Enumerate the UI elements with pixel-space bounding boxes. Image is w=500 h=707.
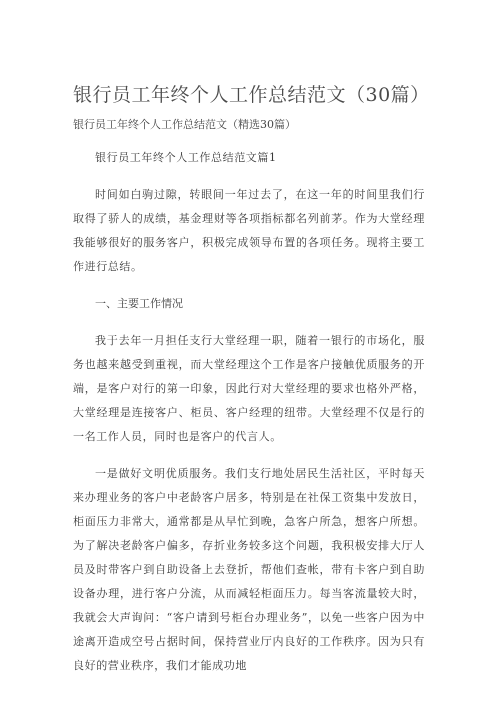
- body-paragraph: 我于去年一月担任支行大堂经理一职，随着一银行的市场化，服务也越来越受到重视，而大堂经理这个工作是客户接触优质服务的开端，是客户对行的第一印象，因此行对大堂经理的要求也格外严格，大堂经理是连接客户、柜员、客户经理的纽带。大堂经理不仅是行的一名工作人员，同时也是客户的代言人。: [73, 334, 425, 443]
- body-paragraph: 时间如白驹过隙，转眼间一年过去了，在这一年的时间里我们行取得了骄人的成绩，基金理财等各项指标都名列前茅。作为大堂经理我能够很好的服务客户，积极完成领导布置的各项任务。现将主要工作进行总结。: [73, 188, 425, 273]
- section-heading: 一、主要工作情况: [95, 297, 183, 310]
- document-body: [73, 146, 425, 678]
- document-title: 银行员工年终个人工作总结范文（30篇）: [73, 84, 430, 106]
- document-subtitle: 银行员工年终个人工作总结范文（精选30篇）: [73, 118, 296, 131]
- body-paragraph: 一是做好文明优质服务。我们支行地处居民生活社区，平时每天来办理业务的客户中老龄客户居多，特别是在社保工资集中发放日，柜面压力非常大，通常都是从早忙到晚，急客户所急，想客户所想。为了解决老龄客户偏多，存折业务较多这个问题，我积极安排大厅人员及时带客户到自助设备上去登折，帮他们查帐，带有卡客户到自助设备办理，进行客户分流，从而减轻柜面压力。每当客流量较大时，我就会大声询问：“客户请到号柜台办理业务”，以免一些客户因为中途离开造成空号占据时间，保持营业厅内良好的工作秩序。因为只有良好的营业秩序，我们才能成功地: [73, 467, 425, 672]
- article-heading: 银行员工年终个人工作总结范文篇1: [95, 151, 277, 164]
